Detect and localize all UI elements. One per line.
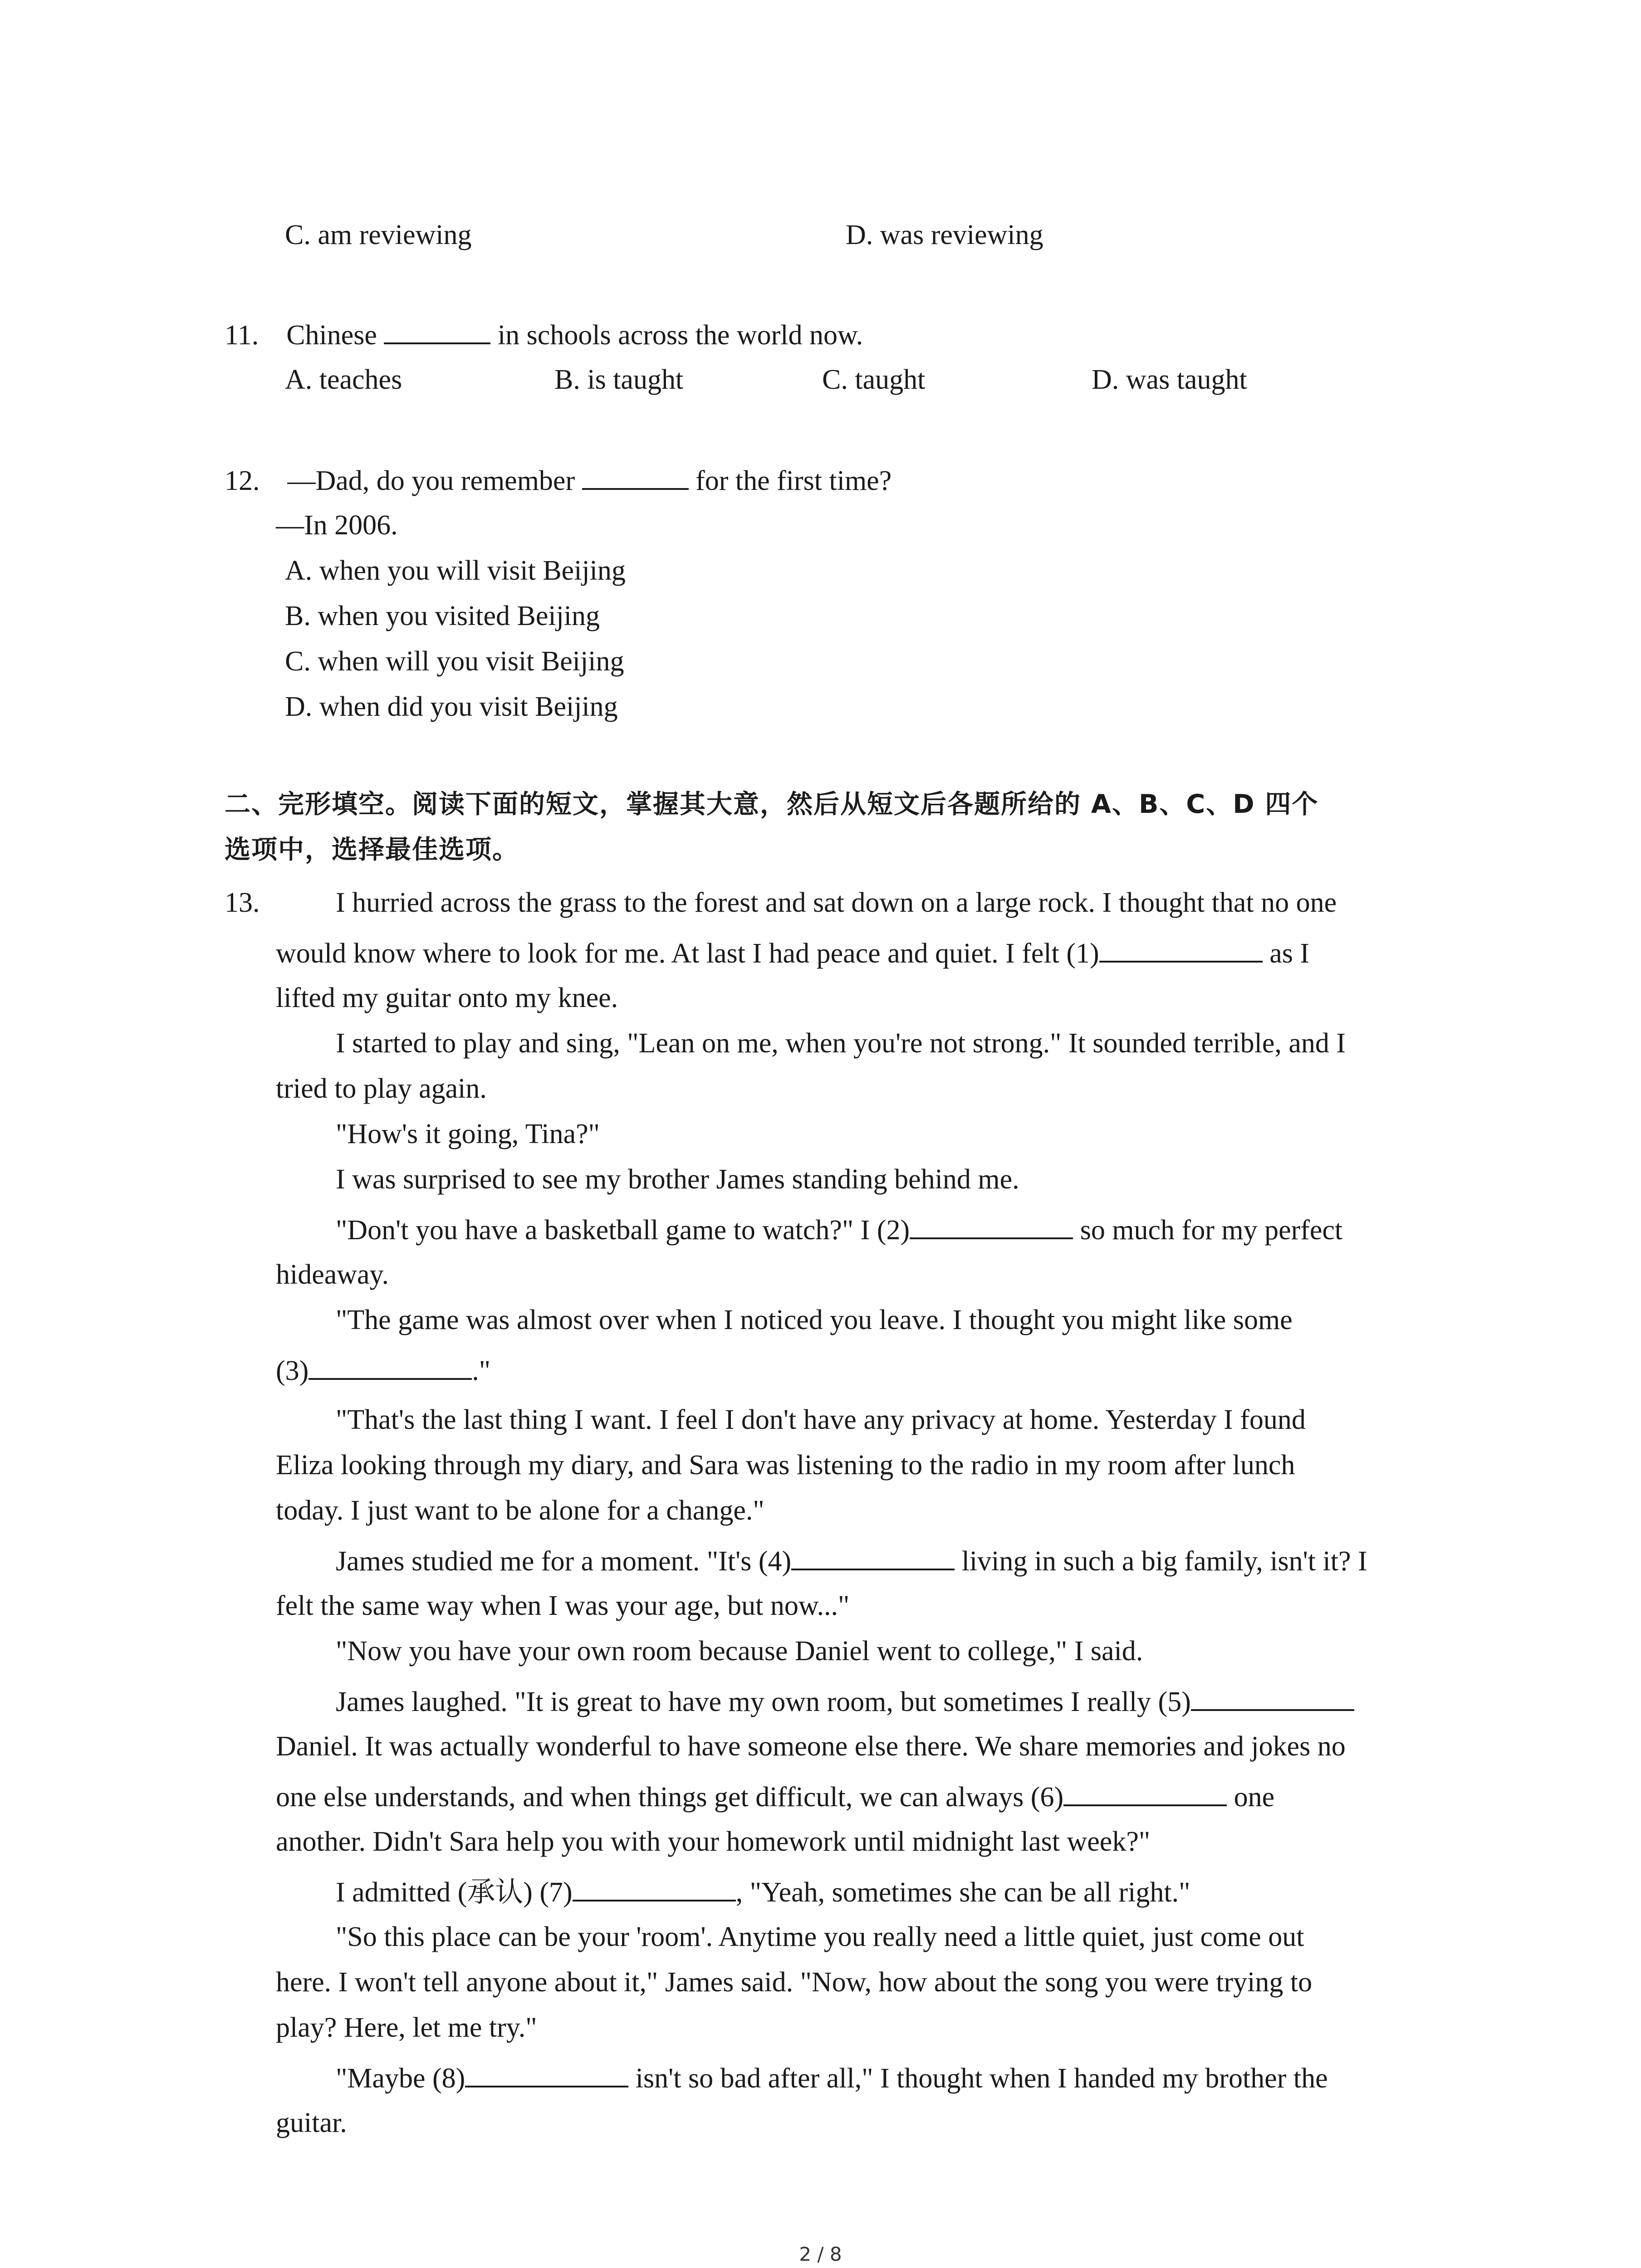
passage-line — [336, 2059, 1328, 2097]
question-number: 13. — [225, 887, 260, 918]
passage-line: I was surprised to see my brother James standing behind me. — [336, 1164, 1019, 1195]
q11-stem — [225, 316, 863, 353]
passage-line — [276, 1352, 490, 1389]
answer-blank-5 — [1191, 1683, 1354, 1711]
q11-option-c: C. taught — [822, 364, 926, 395]
passage-line — [336, 1873, 1190, 1911]
passage-line — [336, 1683, 1354, 1720]
answer-blank-3 — [309, 1352, 472, 1380]
answer-blank-7 — [573, 1873, 736, 1901]
q12-reply: —In 2006. — [276, 510, 398, 541]
passage-text: one — [1234, 1782, 1275, 1813]
answer-blank-6 — [1063, 1778, 1227, 1806]
passage-line: guitar. — [276, 2107, 347, 2138]
stem-text: in schools across the world now. — [497, 320, 863, 351]
answer-blank — [582, 462, 689, 490]
passage-line: today. I just want to be alone for a change." — [276, 1495, 764, 1526]
passage-line: "How's it going, Tina?" — [336, 1119, 600, 1149]
stem-text: Chinese — [286, 320, 377, 351]
passage-line: "The game was almost over when I noticed you leave. I thought you might like some — [336, 1305, 1293, 1335]
passage-text: (3) — [276, 1355, 309, 1386]
passage-text: as I — [1269, 938, 1309, 969]
passage-line: "That's the last thing I want. I feel I don't have any privacy at home. Yesterday I found — [336, 1404, 1306, 1435]
passage-line: tried to play again. — [276, 1073, 487, 1104]
passage-text: James studied me for a moment. "It's (4) — [336, 1546, 792, 1577]
passage-text: "Maybe (8) — [336, 2063, 465, 2094]
q12-stem — [225, 462, 892, 499]
passage-line: felt the same way when I was your age, but now..." — [276, 1590, 850, 1621]
question-number: 11. — [225, 320, 259, 351]
passage-line: hideaway. — [276, 1259, 389, 1290]
answer-blank-1 — [1099, 934, 1263, 963]
passage-line: lifted my guitar onto my knee. — [276, 982, 618, 1013]
passage-line: I started to play and sing, "Lean on me, when you're not strong." It sounded terrible, and I — [336, 1028, 1346, 1059]
passage-text: so much for my perfect — [1080, 1215, 1343, 1246]
passage-line — [336, 1211, 1342, 1248]
question-number: 12. — [225, 465, 260, 496]
q12-option-a: A. when you will visit Beijing — [285, 555, 626, 586]
stem-text: —Dad, do you remember — [287, 465, 575, 496]
answer-blank — [384, 316, 490, 344]
passage-line: play? Here, let me try." — [276, 2012, 537, 2043]
answer-blank-2 — [910, 1211, 1073, 1239]
stem-text: for the first time? — [696, 465, 892, 496]
passage-text: living in such a big family, isn't it? I — [961, 1546, 1367, 1577]
q10-option-d: D. was reviewing — [846, 220, 1043, 250]
passage-text: "Don't you have a basketball game to watch?" I (2) — [336, 1215, 910, 1246]
answer-blank-4 — [791, 1542, 955, 1570]
q11-option-b: B. is taught — [554, 364, 684, 395]
passage-line — [276, 934, 1309, 972]
passage-text: I admitted (承认) (7) — [336, 1877, 573, 1908]
q12-option-d: D. when did you visit Beijing — [285, 691, 618, 722]
passage-line — [276, 1778, 1274, 1815]
passage-line: Daniel. It was actually wonderful to have someone else there. We share memories and jokes no — [276, 1731, 1346, 1762]
q12-option-b: B. when you visited Beijing — [285, 601, 600, 631]
passage-line: "So this place can be your 'room'. Anytime you really need a little quiet, just come out — [336, 1921, 1304, 1952]
passage-text: ." — [472, 1355, 491, 1386]
passage-text: one else understands, and when things get difficult, we can always (6) — [276, 1782, 1064, 1813]
passage-line — [225, 885, 260, 921]
passage-line: another. Didn't Sara help you with your homework until midnight last week?" — [276, 1826, 1151, 1857]
q12-option-c: C. when will you visit Beijing — [285, 646, 624, 677]
q11-option-a: A. teaches — [285, 364, 402, 395]
page-number: 2 / 8 — [799, 2243, 842, 2265]
section-heading-cont: 选项中，选择最佳选项。 — [225, 835, 519, 865]
q11-option-d: D. was taught — [1092, 364, 1247, 395]
passage-line: Eliza looking through my diary, and Sara was listening to the radio in my room after lunch — [276, 1450, 1295, 1481]
passage-line: I hurried across the grass to the forest and sat down on a large rock. I thought that no one — [336, 887, 1337, 918]
passage-text: would know where to look for me. At last I had peace and quiet. I felt (1) — [276, 938, 1099, 969]
passage-text: James laughed. "It is great to have my own room, but sometimes I really (5) — [336, 1686, 1191, 1717]
passage-line — [336, 1542, 1367, 1579]
q10-option-c: C. am reviewing — [285, 220, 472, 250]
section-heading: 二、完形填空。阅读下面的短文，掌握其大意，然后从短文后各题所给的 A、B、C、D 四个 — [225, 789, 1319, 819]
passage-text: , "Yeah, sometimes she can be all right." — [735, 1877, 1190, 1908]
answer-blank-8 — [465, 2059, 628, 2087]
passage-text: isn't so bad after all," I thought when I handed my brother the — [635, 2063, 1328, 2094]
passage-line: "Now you have your own room because Daniel went to college," I said. — [336, 1636, 1143, 1667]
passage-line: here. I won't tell anyone about it," James said. "Now, how about the song you were trying to — [276, 1967, 1313, 1998]
